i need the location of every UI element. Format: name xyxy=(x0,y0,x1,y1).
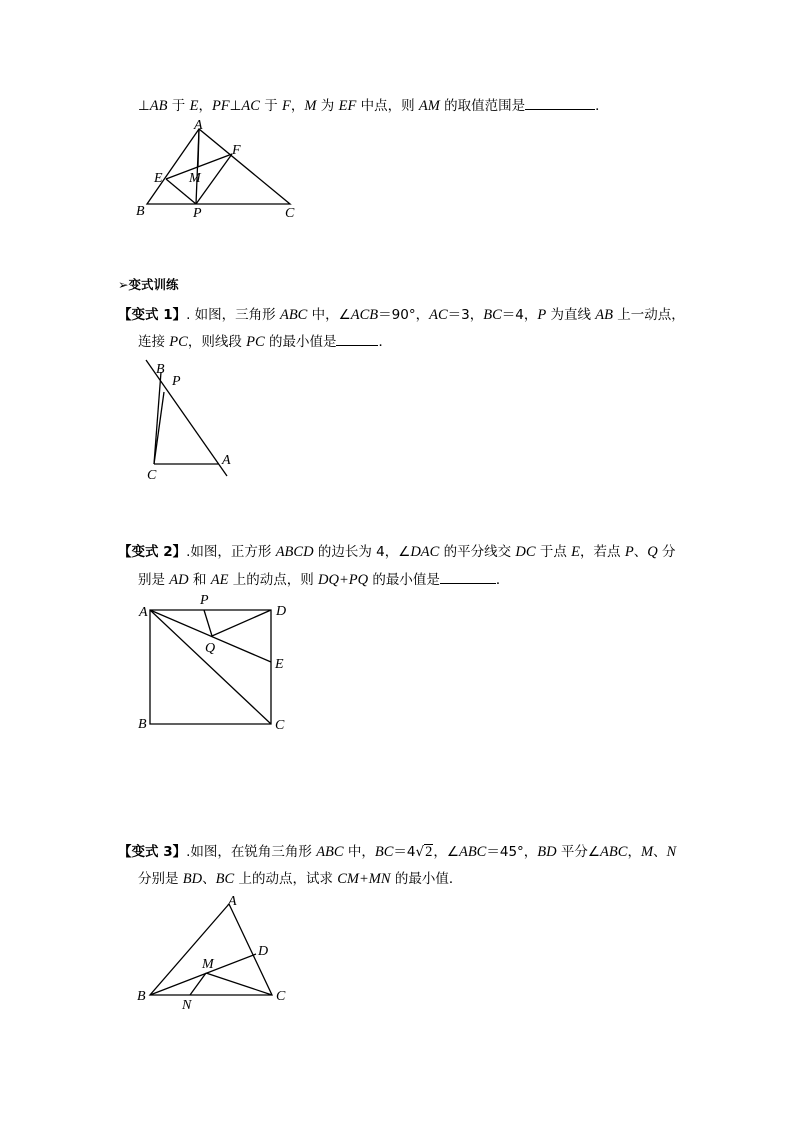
text: ＝4 xyxy=(393,844,416,860)
var-M: M xyxy=(640,844,654,860)
text: 的最小值． xyxy=(390,871,463,887)
section-header xyxy=(118,276,179,294)
label-C: C xyxy=(275,718,285,733)
text: ＝45°， xyxy=(486,844,538,860)
label-D: D xyxy=(276,604,287,619)
text: 中点，则 xyxy=(356,98,419,114)
label-B: B xyxy=(136,204,145,219)
label-P: P xyxy=(172,374,181,389)
variant2-line2 xyxy=(138,570,509,589)
text: 分 xyxy=(657,544,676,560)
var-M: M xyxy=(304,98,317,114)
var-BD: BD xyxy=(537,844,557,860)
label-E: E xyxy=(154,171,163,186)
label-C: C xyxy=(285,206,295,221)
answer-blank[interactable] xyxy=(440,570,496,584)
var-E: E xyxy=(571,544,581,560)
label-P: P xyxy=(193,206,202,221)
label-B: B xyxy=(137,989,146,1004)
label-A: A xyxy=(194,118,203,133)
label-Q: Q xyxy=(205,641,216,656)
label-B: B xyxy=(138,717,147,732)
label-A: A xyxy=(139,605,148,620)
segment-pq xyxy=(204,610,212,636)
label-N: N xyxy=(182,998,192,1013)
perp-symbol: ⊥ xyxy=(138,98,150,114)
answer-blank[interactable] xyxy=(336,332,378,346)
text: 连接 xyxy=(138,334,170,350)
text: 、 xyxy=(653,844,667,860)
answer-blank[interactable] xyxy=(525,96,595,110)
var-ABC: ABC xyxy=(279,307,308,323)
var-ABC: ABC xyxy=(458,844,487,860)
text: ． xyxy=(495,572,510,588)
variant3-line2 xyxy=(138,870,462,888)
text: ， xyxy=(290,98,305,114)
label-A: A xyxy=(228,894,237,909)
var-ACB: ACB xyxy=(350,307,379,323)
text: 分别是 xyxy=(138,871,183,887)
figure-2 xyxy=(130,590,300,735)
label-M: M xyxy=(202,957,214,972)
var-AC: AC xyxy=(241,98,260,114)
var-CM-MN: CM+MN xyxy=(337,871,391,887)
var-AM: AM xyxy=(418,98,440,114)
text: 上一动点， xyxy=(613,307,685,323)
var-AE: AE xyxy=(210,572,229,588)
label-P: P xyxy=(200,593,209,608)
sqrt-radicand: 2 xyxy=(425,844,433,860)
var-ABC: ABC xyxy=(600,844,628,860)
var-DC: DC xyxy=(515,544,536,560)
var-AB: AB xyxy=(149,98,168,114)
text: 于 xyxy=(167,98,190,114)
text: 于 xyxy=(259,98,283,114)
text: 上的动点，则 xyxy=(228,572,319,588)
text: ，则线段 xyxy=(187,334,247,350)
var-F: F xyxy=(282,98,291,114)
variant3-tag: 【变式 3】 xyxy=(118,844,187,860)
figure-0 xyxy=(130,118,310,228)
var-N: N xyxy=(666,844,677,860)
text: ，若点 xyxy=(580,544,625,560)
label-C: C xyxy=(147,468,157,483)
var-BC: BC xyxy=(215,871,235,887)
text: 、 xyxy=(633,544,648,560)
label-E: E xyxy=(275,657,284,672)
text: 的平分线交 xyxy=(439,544,516,560)
var-P: P xyxy=(537,307,547,323)
var-DQ-PQ: DQ+PQ xyxy=(318,572,369,588)
var-AB: AB xyxy=(595,307,614,323)
triangle-abc xyxy=(147,129,290,204)
variant3-line1 xyxy=(118,843,676,861)
var-BD: BD xyxy=(182,871,203,887)
label-A: A xyxy=(222,453,231,468)
sqrt-icon: √ xyxy=(415,844,425,860)
arrow-icon: ➢ xyxy=(118,277,129,292)
label-C: C xyxy=(276,989,286,1004)
text: ． xyxy=(378,334,392,350)
diagonal-ac xyxy=(150,610,271,724)
label-D: D xyxy=(258,944,269,959)
section-title: 变式训练 xyxy=(128,277,179,292)
text: .如图，在锐角三角形 xyxy=(186,844,317,860)
variant1-tag: 【变式 1】 xyxy=(118,307,187,323)
variant2-tag: 【变式 2】 xyxy=(118,544,187,560)
label-M: M xyxy=(189,171,201,186)
var-PF: PF xyxy=(211,98,230,114)
var-ABCD: ABCD xyxy=(275,544,314,560)
text: ＝4， xyxy=(501,307,538,323)
text: ． xyxy=(595,98,609,114)
problem0-line xyxy=(138,96,609,115)
var-PC: PC xyxy=(246,334,265,350)
var-AC: AC xyxy=(429,307,448,323)
text: ，∠ xyxy=(433,844,459,860)
text: 为 xyxy=(316,98,339,114)
label-F: F xyxy=(232,143,241,158)
var-BC: BC xyxy=(374,844,394,860)
text: 平分∠ xyxy=(556,844,601,860)
var-AD: AD xyxy=(169,572,189,588)
var-E: E xyxy=(189,98,199,114)
text: 别是 xyxy=(138,572,170,588)
text: 和 xyxy=(188,572,211,588)
var-PC: PC xyxy=(169,334,188,350)
label-B: B xyxy=(156,362,165,377)
text: ， xyxy=(627,844,641,860)
text: 的最小值是 xyxy=(368,572,440,588)
var-Q: Q xyxy=(647,544,658,560)
var-ABC: ABC xyxy=(316,844,344,860)
figure-3 xyxy=(130,892,300,1017)
text: 、 xyxy=(202,871,216,887)
text: 的边长为 4，∠ xyxy=(313,544,411,560)
perp-symbol: ⊥ xyxy=(229,98,242,114)
var-DAC: DAC xyxy=(410,544,440,560)
text: 中，∠ xyxy=(307,307,351,323)
text: 于点 xyxy=(535,544,572,560)
text: 为直线 xyxy=(546,307,596,323)
text: ＝3， xyxy=(447,307,484,323)
text: 的取值范围是 xyxy=(439,98,526,114)
figure-1 xyxy=(140,358,250,483)
text: ＝90°， xyxy=(378,307,430,323)
variant1-line2 xyxy=(138,332,392,351)
text: 上的动点，试求 xyxy=(234,871,338,887)
var-BC: BC xyxy=(483,307,502,323)
var-EF: EF xyxy=(338,98,357,114)
text: ， xyxy=(198,98,212,114)
segment-mc xyxy=(206,973,272,995)
text: 中， xyxy=(343,844,375,860)
text: . 如图，三角形 xyxy=(186,307,280,323)
text: 的最小值是 xyxy=(264,334,337,350)
variant1-line1 xyxy=(118,306,685,324)
var-P: P xyxy=(624,544,634,560)
variant2-line1 xyxy=(118,543,675,561)
segment-qd xyxy=(212,610,271,636)
triangle-abc xyxy=(150,904,272,995)
text: .如图，正方形 xyxy=(186,544,276,560)
